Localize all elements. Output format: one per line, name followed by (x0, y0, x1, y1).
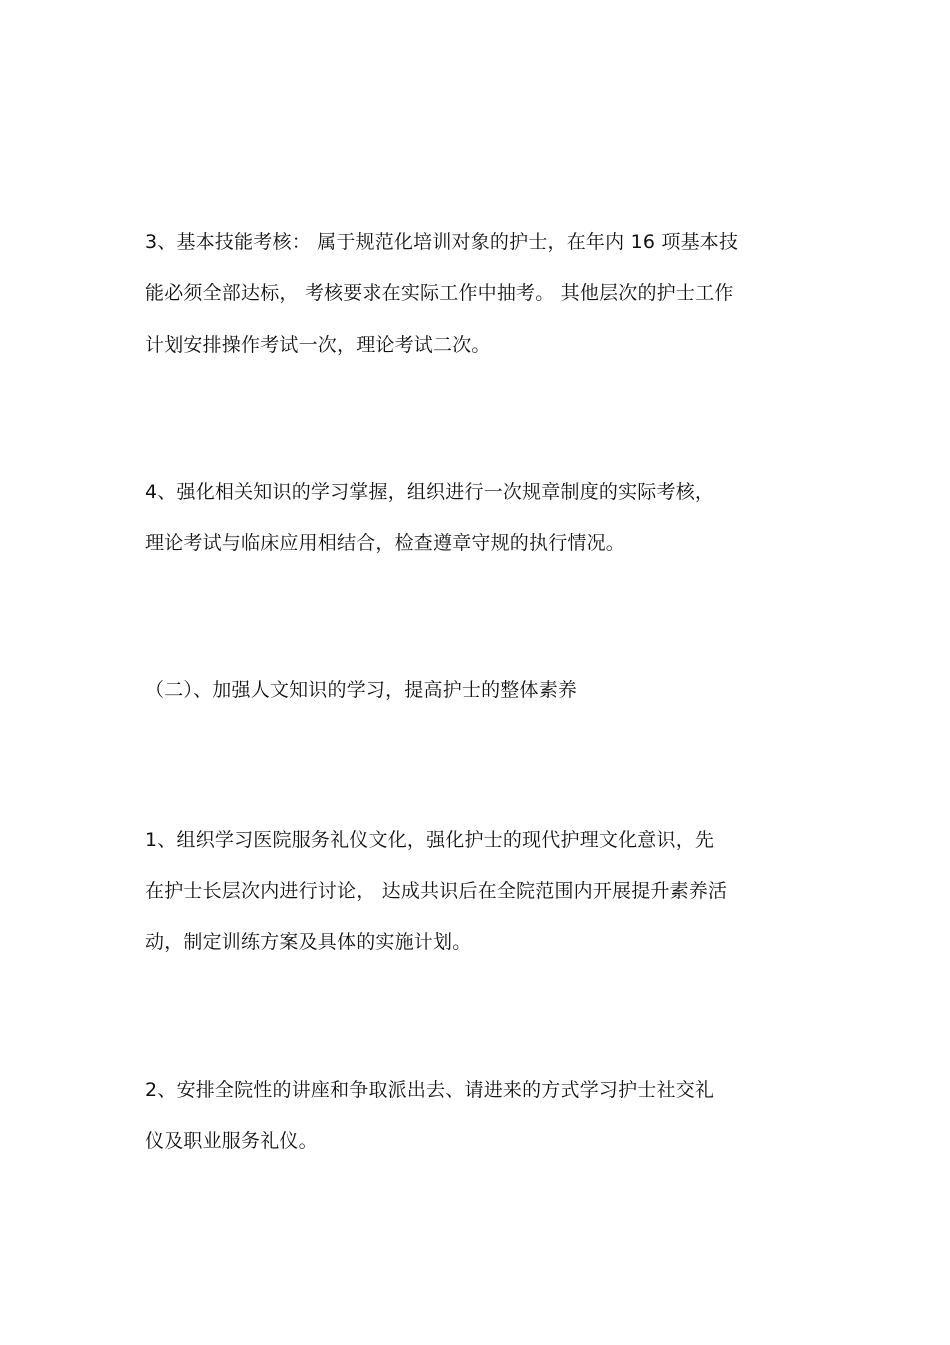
paragraph-line: 2、安排全院性的讲座和争取派出去、请进来的方式学习护士社交礼 (145, 1079, 715, 1101)
paragraph-line: 3、基本技能考核： 属于规范化培训对象的护士，在年内 16 项基本技 (145, 231, 739, 253)
paragraph-line: 能必须全部达标， 考核要求在实际工作中抽考。 其他层次的护士工作 (145, 282, 734, 304)
paragraph-line: 4、强化相关知识的学习掌握，组织进行一次规章制度的实际考核， (145, 481, 715, 503)
section-heading-text: （二）、加强人文知识的学习，提高护士的整体素养 (145, 679, 578, 701)
paragraph-line: 理论考试与临床应用相结合，检查遵章守规的执行情况。 (145, 532, 626, 554)
paragraph-line: 在护士长层次内进行讨论， 达成共识后在全院范围内开展提升素养活 (145, 880, 728, 902)
paragraph-line: 仪及职业服务礼仪。 (145, 1130, 318, 1152)
paragraph-line: 1、组织学习医院服务礼仪文化，强化护士的现代护理文化意识，先 (145, 829, 715, 851)
paragraph-line: 计划安排操作考试一次，理论考试二次。 (145, 334, 491, 356)
paragraph-line: 动，制定训练方案及具体的实施计划。 (145, 931, 472, 953)
